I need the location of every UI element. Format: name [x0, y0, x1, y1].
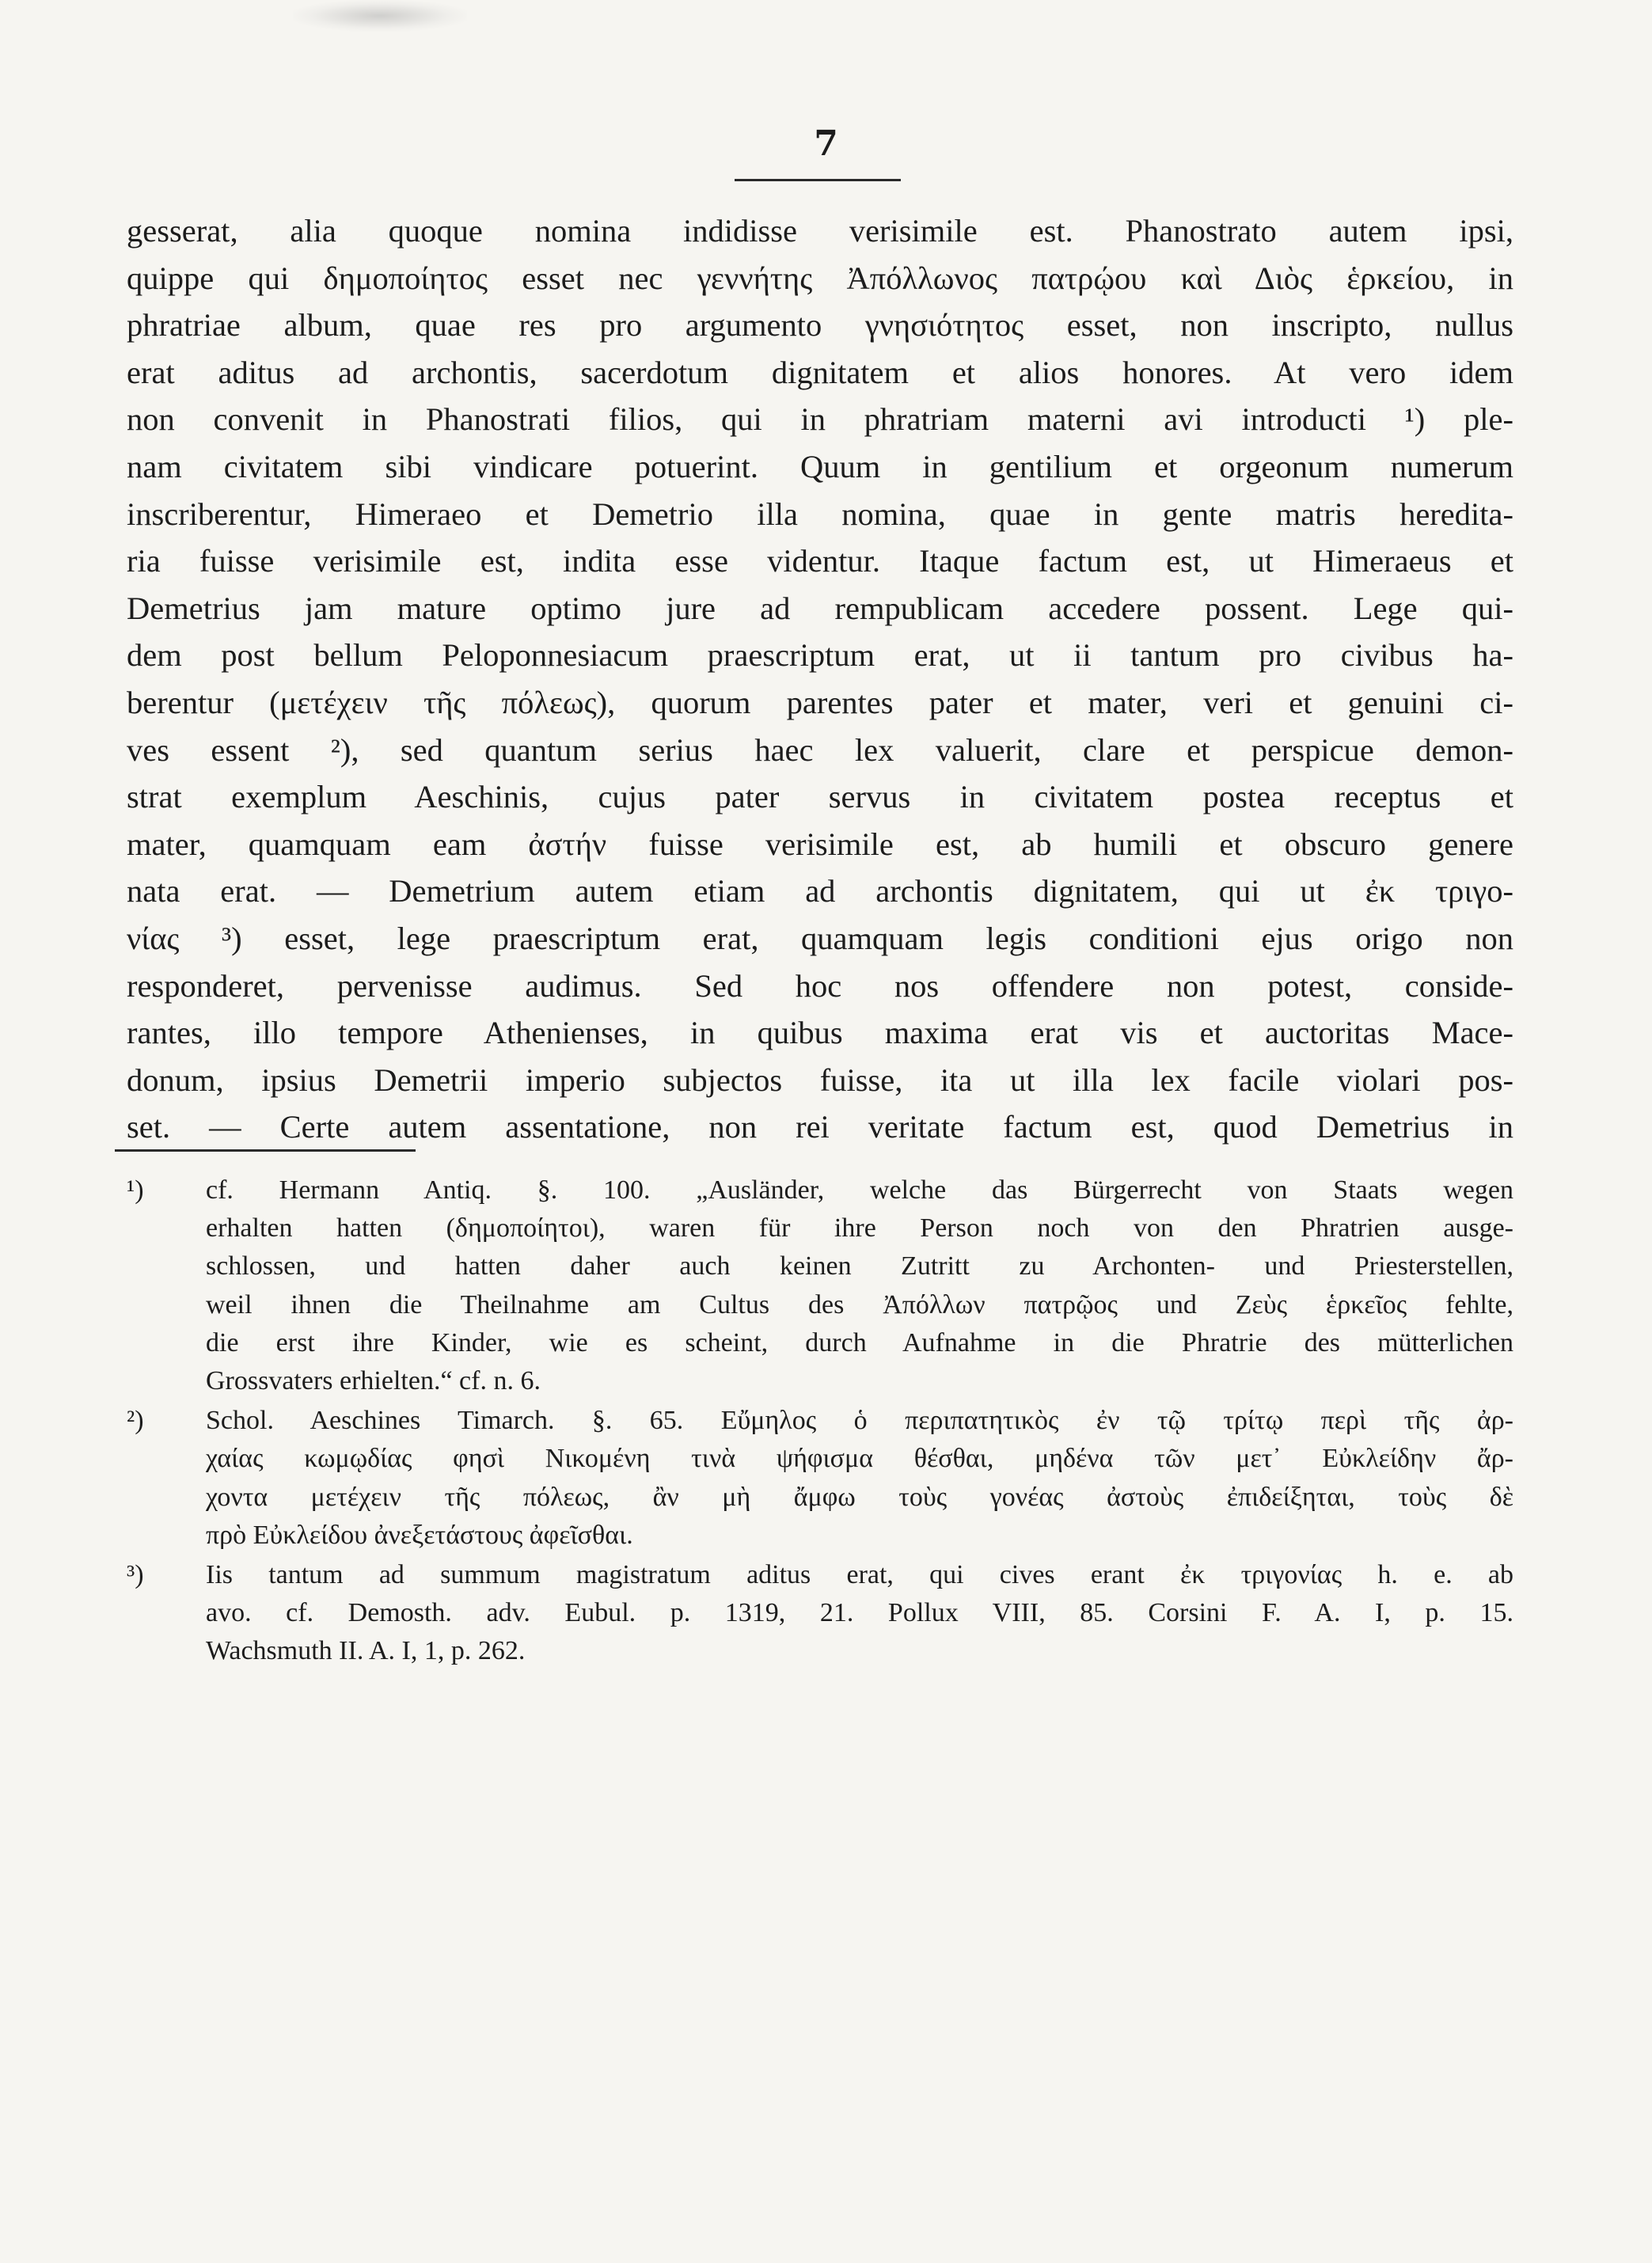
footnote-line: schlossen, und hatten daher auch keinen Zutritt zu Archonten- und Priesterstellen, — [206, 1251, 1513, 1281]
body-text — [127, 207, 1513, 1151]
body-line: responderet, pervenisse audimus. Sed hoc nos offendere non potest, conside- — [127, 967, 1513, 1004]
footnote-line: weil ihnen die Theilnahme am Cultus des Ἀπόλλων πατρῷος und Ζεὺς ἑρκεῖος fehlte, — [206, 1289, 1513, 1319]
print-smudge — [293, 0, 467, 32]
body-line: gesserat, alia quoque nomina indidisse verisimile est. Phanostrato autem ipsi, — [127, 213, 1513, 249]
footnote-line: χαίας κωμῳδίας φησὶ Νικομένη τινὰ ψήφισμα θέσθαι, μηδένα τῶν μετ᾽ Εὐκλείδην ἄρ- — [206, 1444, 1513, 1474]
footnote-line: avo. cf. Demosth. adv. Eubul. p. 1319, 21. Pollux VIII, 85. Corsini F. A. I, p. 15. — [206, 1598, 1513, 1628]
body-line: inscriberentur, Himeraeo et Demetrio illa nomina, quae in gente matris heredita- — [127, 496, 1513, 532]
footnote-3 — [127, 1556, 1513, 1671]
footnote-line: χοντα μετέχειν τῆς πόλεως, ἂν μὴ ἄμφω τοὺς γονέας ἀστοὺς ἐπιδείξηται, τοὺς δὲ — [206, 1482, 1513, 1512]
footnote-2 — [127, 1402, 1513, 1555]
footnote-line: erhalten hatten (δημοποίητοι), waren für ihre Person noch von den Phratrien ausge- — [206, 1213, 1513, 1244]
body-line: quippe qui δημοποίητος esset nec γεννήτης Ἀπόλλωνος πατρῴου καὶ Διὸς ἑρκείου, in — [127, 260, 1513, 296]
page-number: 7 — [814, 123, 838, 164]
page-number-rule — [735, 179, 901, 181]
footnote-line: cf. Hermann Antiq. §. 100. „Ausländer, welche das Bürgerrecht von Staats wegen — [206, 1175, 1513, 1205]
body-line: νίας ³) esset, lege praescriptum erat, quamquam legis conditioni ejus origo non — [127, 920, 1513, 956]
body-line: ria fuisse verisimile est, indita esse videntur. Itaque factum est, ut Himeraeus et — [127, 543, 1513, 579]
body-line: set. — Certe autem assentatione, non rei veritate factum est, quod Demetrius in — [127, 1109, 1513, 1145]
body-line: berentur (μετέχειν τῆς πόλεως), quorum parentes pater et mater, veri et genuini ci- — [127, 684, 1513, 720]
footnote-rule — [115, 1149, 416, 1152]
footnote-1 — [127, 1171, 1513, 1400]
body-line: ves essent ²), sed quantum serius haec lex valuerit, clare et perspicue demon- — [127, 731, 1513, 768]
footnotes — [127, 1171, 1513, 1672]
footnote-mark: ²) — [127, 1406, 144, 1436]
body-line: rantes, illo tempore Athenienses, in quibus maxima erat vis et auctoritas Mace- — [127, 1015, 1513, 1051]
body-line: non convenit in Phanostrati filios, qui in phratriam materni avi introducti ¹) ple- — [127, 401, 1513, 438]
footnote-line: Grossvaters erhielten.“ cf. n. 6. — [206, 1365, 541, 1395]
body-line: mater, quamquam eam ἀστήν fuisse verisimile est, ab humili et obscuro genere — [127, 826, 1513, 862]
body-line: Demetrius jam mature optimo jure ad rempublicam accedere possent. Lege qui- — [127, 590, 1513, 626]
body-line: erat aditus ad archontis, sacerdotum dignitatem et alios honores. At vero idem — [127, 354, 1513, 390]
body-line: phratriae album, quae res pro argumento γνησιότητος esset, non inscripto, nullus — [127, 307, 1513, 344]
footnote-line: πρὸ Εὐκλείδου ἀνεξετάστους ἀφεῖσθαι. — [206, 1520, 633, 1550]
body-line: dem post bellum Peloponnesiacum praescriptum erat, ut ii tantum pro civibus ha- — [127, 637, 1513, 674]
footnote-line: Iis tantum ad summum magistratum aditus erat, qui cives erant ἐκ τριγονίας h. e. ab — [206, 1559, 1513, 1589]
footnote-line: Schol. Aeschines Timarch. §. 65. Εὔμηλος ὁ περιπατητικὸς ἐν τῷ τρίτῳ περὶ τῆς ἀρ- — [206, 1406, 1513, 1436]
body-line: donum, ipsius Demetrii imperio subjectos fuisse, ita ut illa lex facile violari pos- — [127, 1061, 1513, 1098]
footnote-line: die erst ihre Kinder, wie es scheint, durch Aufnahme in die Phratrie des mütterlichen — [206, 1327, 1513, 1357]
body-line: nam civitatem sibi vindicare potuerint. Quum in gentilium et orgeonum numerum — [127, 448, 1513, 484]
body-line: strat exemplum Aeschinis, cujus pater servus in civitatem postea receptus et — [127, 779, 1513, 815]
footnote-line: Wachsmuth II. A. I, 1, p. 262. — [206, 1636, 526, 1666]
footnote-mark: ¹) — [127, 1175, 144, 1205]
body-line: nata erat. — Demetrium autem etiam ad archontis dignitatem, qui ut ἐκ τριγο- — [127, 873, 1513, 909]
footnote-mark: ³) — [127, 1559, 144, 1589]
